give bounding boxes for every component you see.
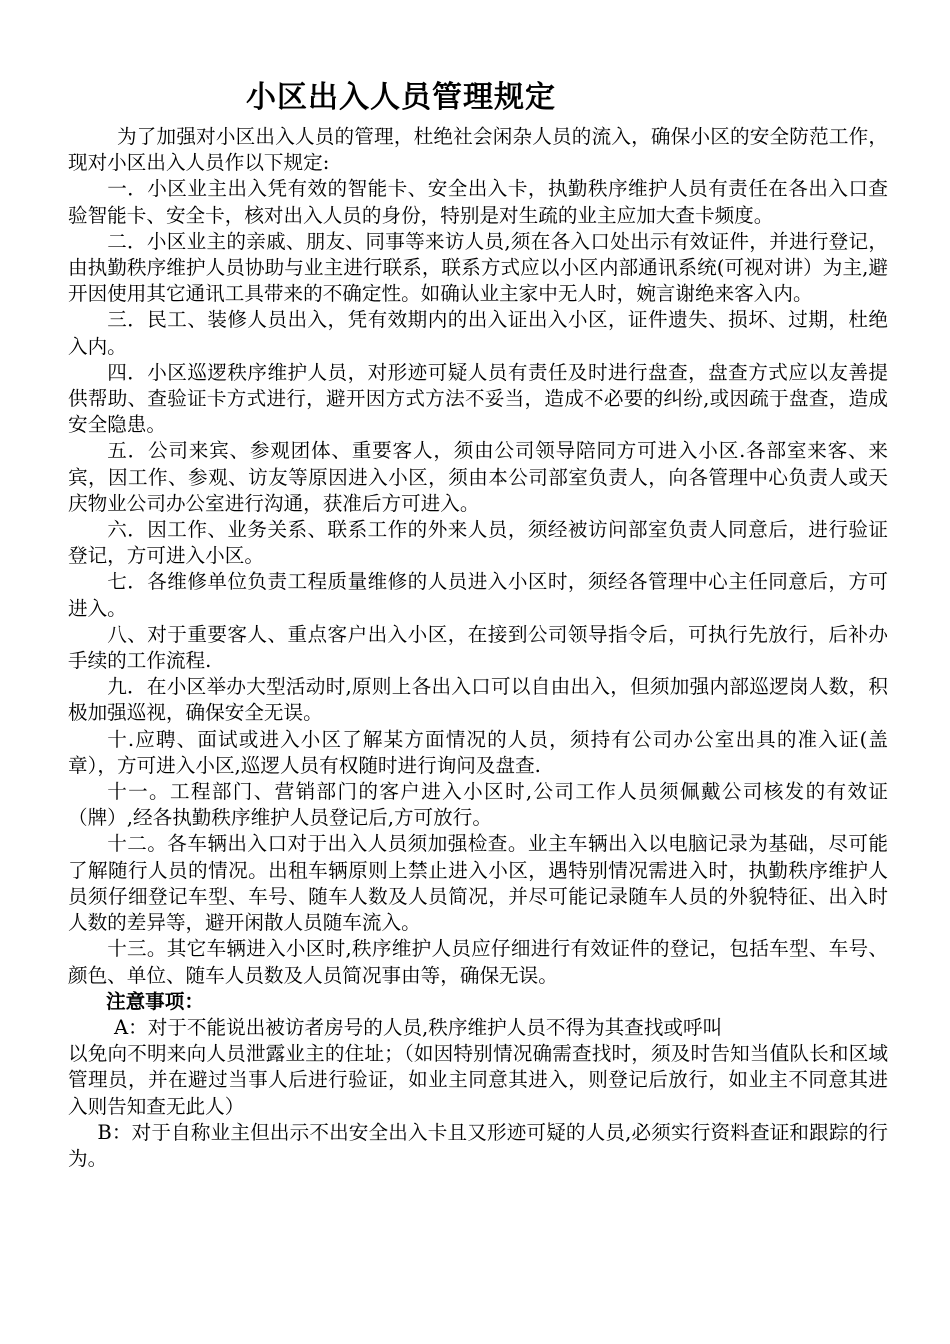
rule-4: 四．小区巡逻秩序维护人员，对形迹可疑人员有责任及时进行盘查，盘查方式应以友善提供帮助、查验证卡方式进行，避开因方式方法不妥当，造成不必要的纠纷,或因疏于盘查，造成安全隐患。 xyxy=(68,360,888,437)
rule-2: 二．小区业主的亲戚、朋友、同事等来访人员,须在各入口处出示有效证件，并进行登记，由执勤秩序维护人员协助与业主进行联系，联系方式应以小区内部通讯系统(可视对讲）为主,避开因使用其它通讯工具带来的不确定性。如确认业主家中无人时，婉言谢绝来客入内。 xyxy=(68,229,888,306)
rule-1: 一．小区业主出入凭有效的智能卡、安全出入卡，执勤秩序维护人员有责任在各出入口查验智能卡、安全卡，核对出入人员的身份，特别是对生疏的业主应加大查卡频度。 xyxy=(68,177,888,227)
rule-11: 十一。工程部门、营销部门的客户进入小区时,公司工作人员须佩戴公司核发的有效证（牌）,经各执勤秩序维护人员登记后,方可放行。 xyxy=(68,780,888,830)
rule-6: 六．因工作、业务关系、联系工作的外来人员，须经被访问部室负责人同意后，进行验证登记，方可进入小区。 xyxy=(68,518,888,568)
rule-10: 十.应聘、面试或进入小区了解某方面情况的人员，须持有公司办公室出具的准入证(盖章），方可进入小区,巡逻人员有权随时进行询问及盘查. xyxy=(68,727,888,777)
intro-paragraph: 为了加强对小区出入人员的管理，杜绝社会闲杂人员的流入，确保小区的安全防范工作，现对小区出入人员作以下规定: xyxy=(68,125,888,175)
rule-13: 十三。其它车辆进入小区时,秩序维护人员应仔细进行有效证件的登记，包括车型、车号、颜色、单位、随车人员数及人员简况事由等，确保无误。 xyxy=(68,937,888,987)
rule-5: 五．公司来宾、参观团体、重要客人，须由公司领导陪同方可进入小区.各部室来客、来宾，因工作、参观、访友等原因进入小区，须由本公司部室负责人，向各管理中心负责人或天庆物业公司办公室进行沟通，获准后方可进入。 xyxy=(68,439,888,515)
note-b: B：对于自称业主但出示不出安全出入卡且又形迹可疑的人员,必须实行资料查证和跟踪的行为。 xyxy=(68,1120,888,1170)
rule-7: 七．各维修单位负责工程质量维修的人员进入小区时，须经各管理中心主任同意后，方可进入。 xyxy=(68,570,888,620)
document-page xyxy=(68,76,888,1172)
rule-3: 三．民工、装修人员出入，凭有效期内的出入证出入小区，证件遗失、损坏、过期，杜绝入内。 xyxy=(68,308,888,358)
note-a-continuation: 以免向不明来向人员泄露业主的住址；（如因特别情况确需查找时，须及时告知当值队长和区域管理员，并在避过当事人后进行验证，如业主同意其进入，则登记后放行，如业主不同意其进入则告知查无此人） xyxy=(68,1042,888,1118)
rule-9: 九．在小区举办大型活动时,原则上各出入口可以自由出入，但须加强内部巡逻岗人数，积极加强巡视，确保安全无误。 xyxy=(68,675,888,725)
document-title: 小区出入人员管理规定 xyxy=(246,80,556,115)
rule-8: 八、对于重要客人、重点客户出入小区，在接到公司领导指令后，可执行先放行，后补办手续的工作流程. xyxy=(68,622,888,673)
rule-12: 十二。各车辆出入口对于出入人员须加强检查。业主车辆出入以电脑记录为基础，尽可能了解随行人员的情况。出租车辆原则上禁止进入小区，遇特别情况需进入时，执勤秩序维护人员须仔细登记车型、车号、随车人数及人员简况，并尽可能记录随车人员的外貌特征、出入时人数的差异等，避开闲散人员随车流入。 xyxy=(68,832,888,935)
notes-heading: 注意事项： xyxy=(106,989,204,1013)
note-a-first-line: A：对于不能说出被访者房号的人员,秩序维护人员不得为其查找或呼叫 xyxy=(114,1015,723,1039)
